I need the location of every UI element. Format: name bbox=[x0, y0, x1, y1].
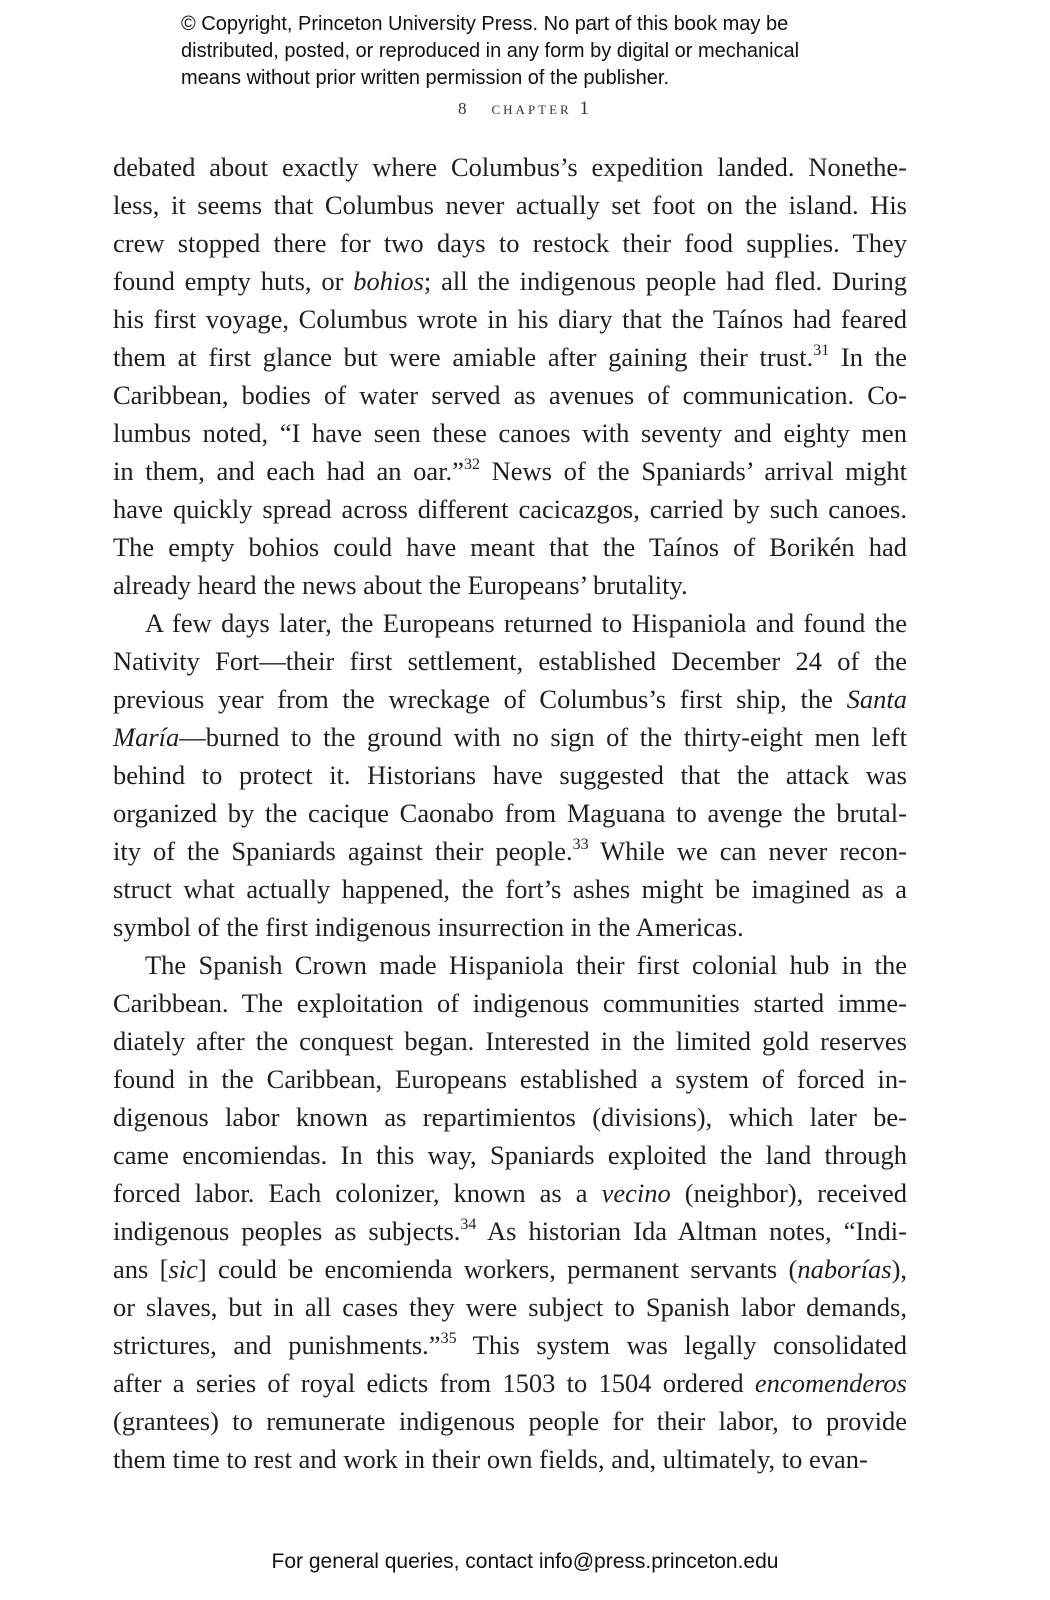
text-line: ity of the Spaniards against their people.$^{33}$ While we can never recon- bbox=[113, 836, 908, 866]
italic-text: sic bbox=[168, 1254, 198, 1284]
text-line: debated about exactly where Columbus’s expedition landed. Nonethe- bbox=[113, 152, 907, 182]
text-line: crew stopped there for two days to restock their food supplies. They bbox=[113, 228, 907, 258]
paragraph bbox=[113, 946, 907, 1478]
text-line: Nativity Fort—their first settlement, established December 24 of the bbox=[113, 646, 907, 676]
text-line: forced labor. Each colonizer, known as a vecino (neighbor), received bbox=[113, 1178, 907, 1208]
text-line: have quickly spread across different cacicazgos, carried by such canoes. bbox=[113, 494, 907, 524]
text-line: digenous labor known as repartimientos (divisions), which later be- bbox=[113, 1102, 907, 1132]
text-line: lumbus noted, “I have seen these canoes with seventy and eighty men bbox=[113, 418, 907, 448]
footnote-ref: 34 bbox=[460, 1216, 477, 1233]
text-line: diately after the conquest began. Interested in the limited gold reserves bbox=[113, 1026, 907, 1056]
text-line: The Spanish Crown made Hispaniola their first colonial hub in the bbox=[145, 950, 907, 980]
italic-text: naborías bbox=[797, 1254, 892, 1284]
chapter-label: chapter 1 bbox=[491, 98, 592, 119]
text-line: Caribbean, bodies of water served as avenues of communication. Co- bbox=[113, 380, 907, 410]
text-line: ans [sic] could be encomienda workers, permanent servants (naborías), bbox=[113, 1254, 908, 1284]
text-line: came encomiendas. In this way, Spaniards exploited the land through bbox=[113, 1140, 907, 1170]
footnote-ref: 35 bbox=[440, 1330, 457, 1347]
text-line: them at first glance but were amiable after gaining their trust.$^{31}$ In the bbox=[113, 342, 907, 372]
italic-text: Santa bbox=[846, 684, 907, 714]
italic-text: vecino bbox=[601, 1178, 671, 1208]
text-line: or slaves, but in all cases they were subject to Spanish labor demands, bbox=[113, 1292, 907, 1322]
paragraph bbox=[113, 604, 907, 946]
text-line: María—burned to the ground with no sign of the thirty-eight men left bbox=[113, 722, 907, 752]
text-line: Caribbean. The exploitation of indigenous communities started imme- bbox=[113, 988, 907, 1018]
page-number: 8 bbox=[458, 99, 467, 118]
italic-text: María bbox=[113, 722, 180, 752]
text-line: previous year from the wreckage of Columbus’s first ship, the Santa bbox=[113, 684, 907, 714]
text-line: already heard the news about the Europeans’ brutality. bbox=[113, 570, 688, 600]
text-line: indigenous peoples as subjects.$^{34}$ As historian Ida Altman notes, “Indi- bbox=[113, 1216, 907, 1246]
text-line: in them, and each had an oar.”$^{32}$ News of the Spaniards’ arrival might bbox=[113, 456, 907, 486]
text-line: struct what actually happened, the fort’s ashes might be imagined as a bbox=[113, 874, 907, 904]
copyright-line: distributed, posted, or reproduced in any form by digital or mechanical bbox=[181, 40, 800, 62]
running-head bbox=[0, 98, 1050, 120]
text-line: symbol of the first indigenous insurrection in the Americas. bbox=[113, 912, 744, 942]
text-line: after a series of royal edicts from 1503 to 1504 ordered encomenderos bbox=[113, 1368, 907, 1398]
body-text bbox=[113, 148, 907, 1478]
footer-contact: For general queries, contact info@press.princeton.edu bbox=[271, 1550, 779, 1573]
copyright-line: © Copyright, Princeton University Press. No part of this book may be bbox=[181, 13, 789, 35]
footnote-ref: 32 bbox=[463, 456, 480, 473]
text-line: The empty bohios could have meant that the Taínos of Borikén had bbox=[113, 532, 907, 562]
text-line: behind to protect it. Historians have suggested that the attack was bbox=[113, 760, 907, 790]
copyright-line: means without prior written permission of the publisher. bbox=[181, 67, 670, 89]
footnote-ref: 31 bbox=[813, 342, 830, 359]
footnote-ref: 33 bbox=[572, 836, 589, 853]
text-line: his first voyage, Columbus wrote in his diary that the Taínos had feared bbox=[113, 304, 907, 334]
text-line: found in the Caribbean, Europeans established a system of forced in- bbox=[113, 1064, 907, 1094]
text-line: them time to rest and work in their own fields, and, ultimately, to evan- bbox=[113, 1444, 868, 1474]
paragraph bbox=[113, 148, 907, 604]
text-line: found empty huts, or bohios; all the indigenous people had fled. During bbox=[113, 266, 908, 296]
italic-text: encomenderos bbox=[754, 1368, 907, 1398]
italic-text: bohios bbox=[353, 266, 424, 296]
copyright-notice bbox=[181, 11, 901, 92]
text-line: A few days later, the Europeans returned to Hispaniola and found the bbox=[145, 608, 907, 638]
text-line: strictures, and punishments.”$^{35}$ This system was legally consolidated bbox=[113, 1330, 907, 1360]
text-line: (grantees) to remunerate indigenous people for their labor, to provide bbox=[113, 1406, 907, 1436]
text-line: organized by the cacique Caonabo from Maguana to avenge the brutal- bbox=[113, 798, 907, 828]
text-line: less, it seems that Columbus never actually set foot on the island. His bbox=[113, 190, 907, 220]
